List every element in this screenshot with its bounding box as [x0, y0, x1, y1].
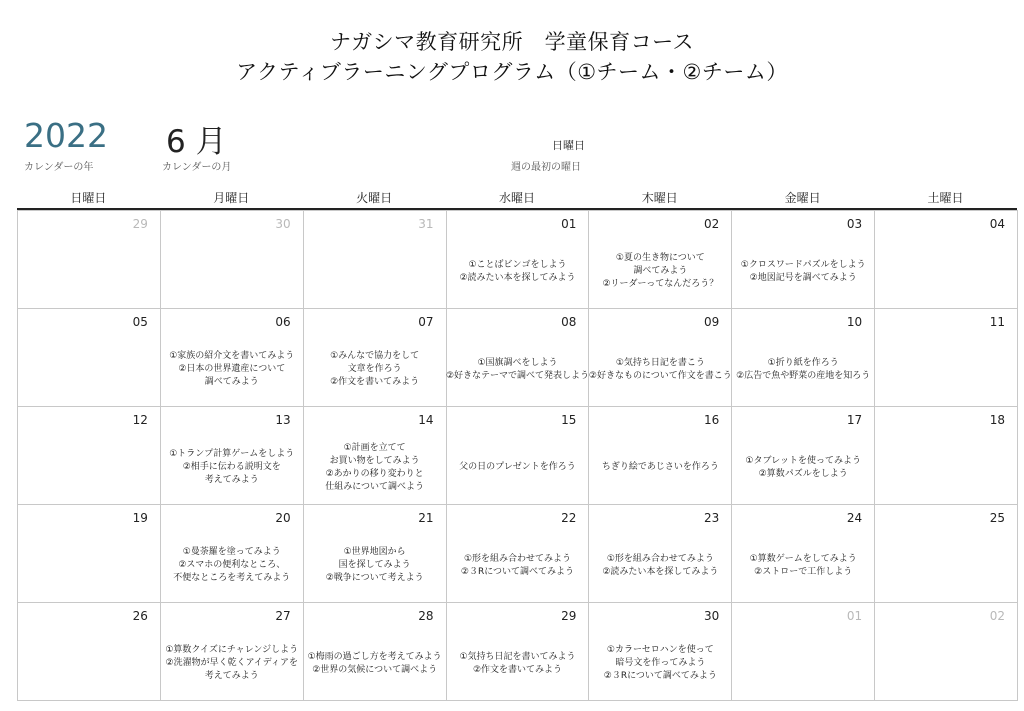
- activity-note: [732, 533, 874, 598]
- day-cell: [589, 407, 732, 505]
- day-cell: [161, 211, 304, 309]
- activity-line: ②地図記号を調べてみよう: [749, 272, 857, 283]
- day-number: 06: [275, 315, 291, 329]
- day-number: 29: [561, 609, 577, 623]
- page-subtitle: アクティブラーニングプログラム（①チーム・②チーム）: [236, 60, 788, 84]
- weekday-label: 金曜日: [784, 191, 821, 205]
- activity-line: ①折り紙を作ろう: [767, 357, 839, 368]
- day-number: 18: [989, 413, 1005, 427]
- calendar-month-caption: カレンダーの月: [162, 162, 232, 173]
- weekday-header: [17, 188, 1017, 210]
- activity-line: 国を探してみよう: [338, 560, 411, 570]
- day-cell: [447, 211, 590, 309]
- day-cell: [589, 309, 732, 407]
- day-number: 02: [989, 609, 1005, 623]
- activity-note: [732, 337, 874, 402]
- day-cell: [732, 211, 875, 309]
- day-cell: [447, 309, 590, 407]
- day-cell: [447, 603, 590, 701]
- day-number: 05: [132, 315, 148, 329]
- day-cell: [875, 505, 1018, 603]
- activity-line: ②相手に伝わる説明文を: [182, 462, 281, 472]
- activity-note: [161, 337, 303, 402]
- day-number: 07: [418, 315, 434, 329]
- activity-line: ②日本の世界遺産について: [178, 364, 286, 374]
- weekday-label: 月曜日: [213, 191, 250, 205]
- day-cell: [304, 309, 447, 407]
- day-cell: [875, 407, 1018, 505]
- day-cell: [875, 211, 1018, 309]
- activity-line: ②洗濯物が早く乾くアイディアを: [165, 658, 299, 668]
- activity-note: [589, 631, 731, 696]
- activity-line: ②算数パズルをしよう: [758, 468, 848, 479]
- activity-line: 調べてみよう: [633, 266, 688, 276]
- day-cell: [18, 505, 161, 603]
- activity-line: ②広告で魚や野菜の産地を知ろう: [736, 370, 871, 381]
- activity-note: [161, 533, 303, 598]
- weekday-label: 火曜日: [356, 191, 393, 205]
- activity-note: [589, 239, 731, 304]
- day-number: 15: [561, 413, 577, 427]
- activity-line: ①タブレットを使ってみよう: [745, 455, 862, 466]
- weekday-label: 水曜日: [498, 191, 535, 205]
- day-number: 30: [704, 609, 720, 623]
- activity-line: ①世界地図から: [343, 547, 406, 557]
- day-number: 04: [989, 217, 1005, 231]
- day-cell: [732, 505, 875, 603]
- activity-line: ②あかりの移り変わりと: [325, 468, 424, 479]
- day-cell: [589, 211, 732, 309]
- day-number: 16: [704, 413, 720, 427]
- activity-note: [589, 533, 731, 598]
- activity-note: [447, 239, 589, 304]
- activity-note: [304, 435, 446, 500]
- calendar-year: 2022: [24, 116, 108, 155]
- activity-line: ②世界の気候について調べよう: [312, 664, 438, 675]
- day-cell: [447, 505, 590, 603]
- day-number: 10: [846, 315, 863, 329]
- page-title: ナガシマ教育研究所 学童保育コース: [329, 30, 695, 54]
- activity-line: ②読みたい本を探してみよう: [459, 272, 576, 283]
- activity-line: ②戦争について考えよう: [325, 573, 424, 583]
- activity-note: [732, 435, 874, 500]
- activity-line: ①気持ち日記を書こう: [615, 357, 705, 368]
- day-cell: [304, 211, 447, 309]
- week-start-caption: 週の最初の曜日: [511, 162, 581, 173]
- activity-line: ①国旗調べをしよう: [477, 357, 558, 368]
- day-cell: [161, 309, 304, 407]
- activity-line: ②３Rについて調べてみよう: [603, 671, 717, 681]
- day-number: 01: [561, 217, 577, 231]
- activity-line: 仕組みについて調べよう: [325, 481, 425, 492]
- activity-note: [304, 533, 446, 598]
- activity-line: ①算数ゲームをしてみよう: [749, 553, 857, 564]
- activity-note: [161, 631, 303, 696]
- calendar-month: 6 月: [166, 124, 227, 160]
- day-number: 30: [275, 217, 291, 231]
- day-number: 20: [275, 511, 291, 525]
- day-cell: [875, 603, 1018, 701]
- activity-note: [447, 533, 589, 598]
- day-number: 17: [846, 413, 863, 427]
- day-number: 19: [132, 511, 148, 525]
- activity-line: ②作文を書いてみよう: [472, 664, 563, 675]
- day-number: 21: [418, 511, 434, 525]
- activity-line: 文章を作ろう: [347, 364, 402, 374]
- activity-line: ①曼荼羅を塗ってみよう: [182, 547, 281, 557]
- activity-note: [589, 435, 731, 500]
- activity-line: ①計画を立てて: [343, 442, 406, 453]
- activity-line: ちぎり絵であじさいを作ろう: [601, 462, 719, 472]
- activity-note: [304, 337, 446, 402]
- activity-line: ①梅雨の過ごし方を考えてみよう: [307, 651, 442, 662]
- activity-line: ②読みたい本を探してみよう: [602, 566, 719, 577]
- activity-line: ①家族の紹介文を書いてみよう: [169, 351, 295, 361]
- activity-line: 父の日のプレゼントを作ろう: [459, 462, 576, 472]
- day-cell: [18, 211, 161, 309]
- day-number: 11: [989, 315, 1005, 329]
- week-start-day: 日曜日: [552, 139, 585, 152]
- activity-note: [447, 337, 589, 402]
- weekday-label: 日曜日: [70, 191, 107, 205]
- activity-line: ①ことばビンゴをしよう: [468, 259, 567, 270]
- activity-note: [732, 239, 874, 304]
- day-cell: [732, 603, 875, 701]
- day-number: 26: [132, 609, 148, 623]
- activity-line: お買い物をしてみよう: [329, 455, 420, 466]
- day-number: 25: [989, 511, 1005, 525]
- activity-line: ①形を組み合わせてみよう: [606, 553, 714, 564]
- day-cell: [18, 407, 161, 505]
- activity-line: ①クロスワードパズルをしよう: [740, 259, 866, 270]
- activity-line: ②スマホの便利なところ、: [178, 560, 286, 570]
- activity-line: ②ストローで工作しよう: [754, 566, 853, 577]
- day-number: 28: [418, 609, 434, 623]
- day-cell: [589, 505, 732, 603]
- day-number: 03: [846, 217, 863, 231]
- activity-line: ①算数クイズにチャレンジしよう: [165, 645, 299, 655]
- day-number: 14: [418, 413, 434, 427]
- day-number: 31: [418, 217, 434, 231]
- day-number: 08: [561, 315, 577, 329]
- day-cell: [18, 603, 161, 701]
- calendar-grid: [17, 210, 1018, 701]
- activity-line: ②作文を書いてみよう: [330, 377, 420, 387]
- day-number: 13: [275, 413, 291, 427]
- day-cell: [304, 505, 447, 603]
- day-number: 02: [704, 217, 720, 231]
- day-cell: [732, 407, 875, 505]
- activity-line: ①みんなで協力をして: [330, 351, 420, 361]
- day-cell: [304, 603, 447, 701]
- activity-note: [304, 631, 446, 696]
- activity-line: ①形を組み合わせてみよう: [463, 553, 572, 564]
- day-cell: [875, 309, 1018, 407]
- day-cell: [18, 309, 161, 407]
- day-number: 29: [132, 217, 148, 231]
- activity-note: [161, 435, 303, 500]
- day-cell: [161, 407, 304, 505]
- activity-line: 調べてみよう: [204, 377, 259, 387]
- activity-line: ①カラーセロハンを使って: [606, 645, 714, 655]
- activity-line: ②好きなものについて作文を書こう: [588, 370, 732, 381]
- activity-line: 不便なところを考えてみよう: [173, 573, 291, 583]
- day-cell: [732, 309, 875, 407]
- activity-note: [447, 631, 589, 696]
- weekday-label: 木曜日: [641, 191, 678, 205]
- day-number: 27: [275, 609, 291, 623]
- day-cell: [161, 603, 304, 701]
- day-number: 23: [704, 511, 720, 525]
- day-cell: [304, 407, 447, 505]
- activity-line: 考えてみよう: [204, 671, 259, 681]
- activity-line: ②リーダーってなんだろう？: [602, 279, 719, 289]
- activity-note: [447, 435, 589, 500]
- day-cell: [447, 407, 590, 505]
- calendar-year-caption: カレンダーの年: [24, 162, 94, 173]
- activity-line: 暗号文を作ってみよう: [615, 658, 706, 668]
- activity-line: 考えてみよう: [204, 475, 259, 485]
- day-cell: [161, 505, 304, 603]
- activity-line: ①気持ち日記を書いてみよう: [459, 651, 576, 662]
- activity-line: ②好きなテーマで調べて発表しよう: [445, 370, 590, 381]
- day-number: 09: [704, 315, 720, 329]
- activity-line: ②３Rについて調べてみよう: [460, 566, 575, 577]
- day-number: 22: [561, 511, 577, 525]
- weekday-label: 土曜日: [927, 191, 964, 205]
- activity-line: ①トランプ計算ゲームをしよう: [169, 449, 295, 459]
- activity-note: [589, 337, 731, 402]
- day-number: 24: [846, 511, 863, 525]
- day-number: 12: [132, 413, 148, 427]
- activity-line: ①夏の生き物について: [615, 253, 705, 263]
- day-cell: [589, 603, 732, 701]
- day-number: 01: [846, 609, 863, 623]
